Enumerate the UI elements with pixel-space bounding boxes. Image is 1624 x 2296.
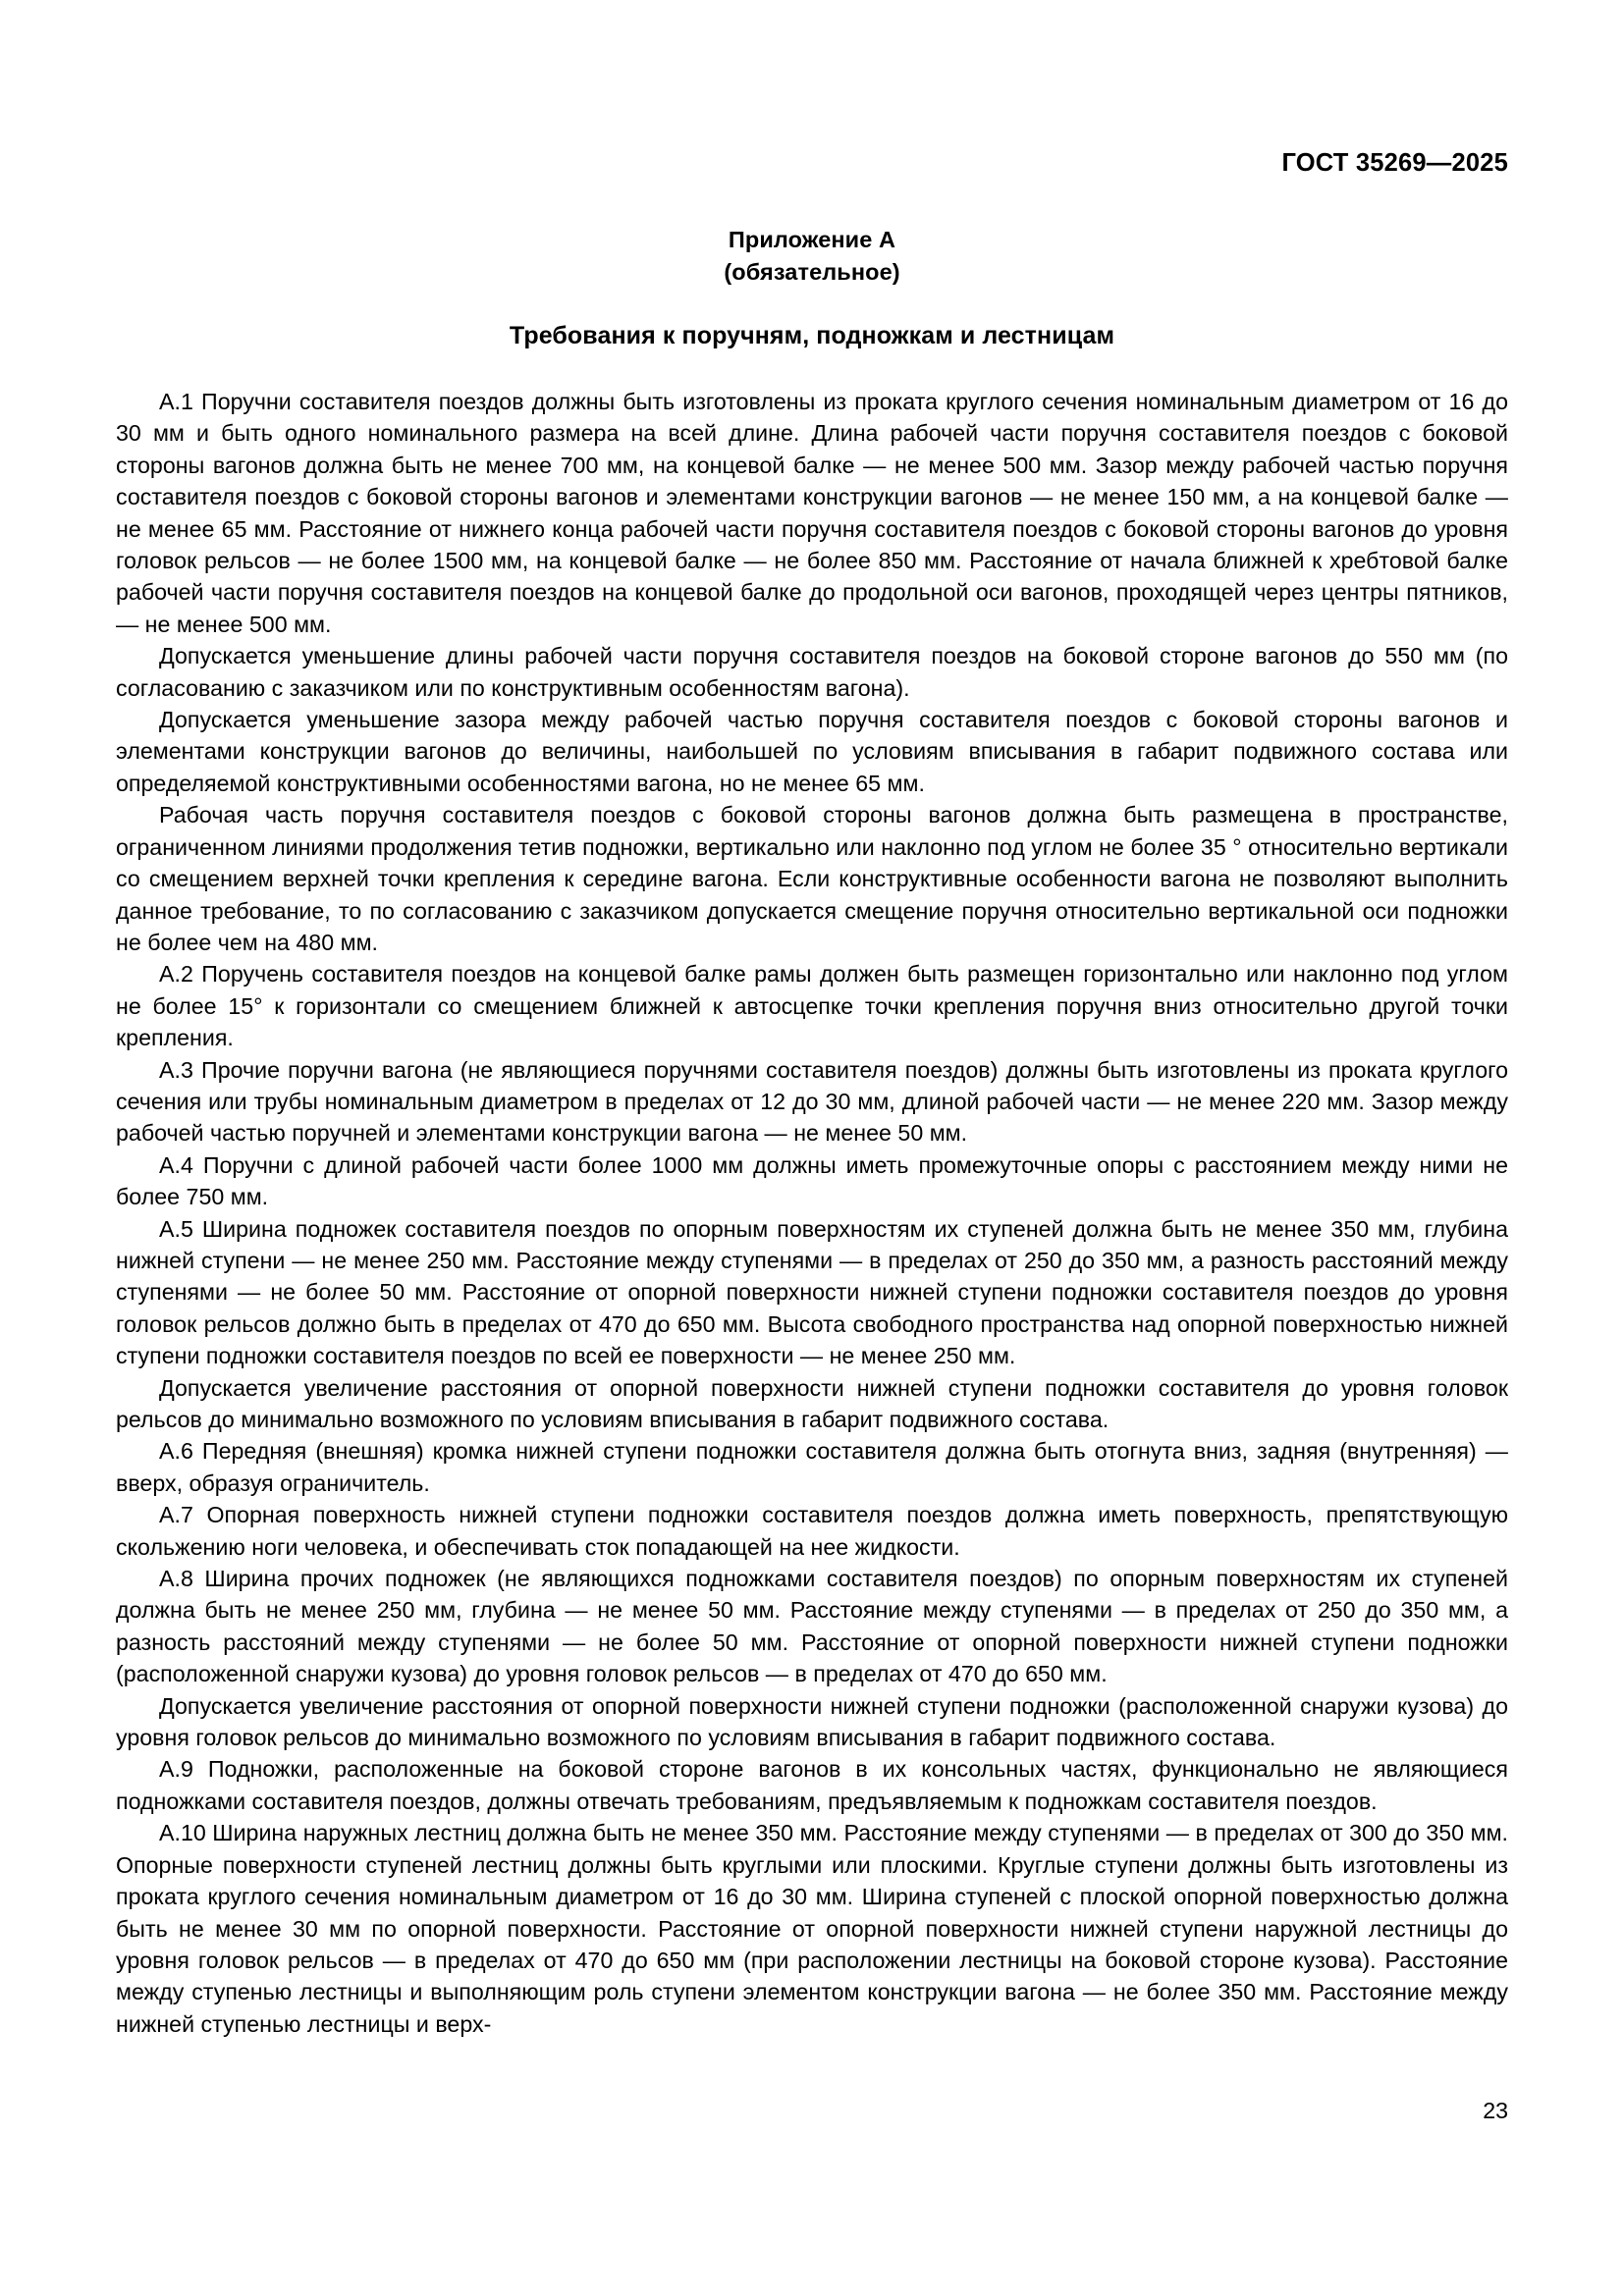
clause-paragraph: А.3 Прочие поручни вагона (не являющиеся поручнями составителя поездов) должны быть изготовлены из проката круглого сечения или трубы номинальным диаметром в пределах от 12 до 30 мм, длиной рабочей части — не менее 220 мм. Зазор между рабочей частью поручней и элементами конструкции вагона — не менее 50 мм.	[116, 1056, 1508, 1147]
page-content	[116, 224, 1508, 2040]
page-header-standard-number: ГОСТ 35269—2025	[1281, 149, 1508, 177]
clause-paragraph: А.8 Ширина прочих подножек (не являющихся подножками составителя поездов) по опорным поверхностям их ступеней должна быть не менее 250 мм, глубина — не менее 50 мм. Расстояние между ступенями — в пределах от 250 до 350 мм, а разность расстояний между ступенями — не более 50 мм. Расстояние от опорной поверхности нижней ступени подножки (расположенной снаружи кузова) до уровня головок рельсов — в пределах от 470 до 650 мм.	[116, 1566, 1508, 1687]
clause-list	[116, 386, 1508, 2040]
clause-paragraph: А.6 Передняя (внешняя) кромка нижней ступени подножки составителя должна быть отогнута вниз, задняя (внутренняя) — вверх, образуя ограничитель.	[116, 1438, 1508, 1496]
clause-paragraph: А.1 Поручни составителя поездов должны быть изготовлены из проката круглого сечения номинальным диаметром от 16 до 30 мм и быть одного номинального размера на всей длине. Длина рабочей части поручня составителя поездов с боковой стороны вагонов должна быть не менее 700 мм, на концевой балке — не менее 500 мм. Зазор между рабочей частью поручня составителя поездов с боковой стороны вагонов и элементами конструкции вагонов — не менее 150 мм, а на концевой балке — не менее 65 мм. Расстояние от нижнего конца рабочей части поручня составителя поездов с боковой стороны вагонов до уровня головок рельсов — не более 1500 мм, на концевой балке — не более 850 мм. Расстояние от начала ближней к хребтовой балке рабочей части поручня составителя поездов на концевой балке до продольной оси вагонов, проходящей через центры пятников, — не менее 500 мм.	[116, 389, 1508, 637]
clause-paragraph: А.9 Подножки, расположенные на боковой стороне вагонов в их консольных частях, функционально не являющиеся подножками составителя поездов, должны отвечать требованиям, предъявляемым к подножкам составителя поездов.	[116, 1756, 1508, 1814]
clause-paragraph: А.2 Поручень составителя поездов на концевой балке рамы должен быть размещен горизонтально или наклонно под углом не более 15° к горизонтали со смещением ближней к автосцепке точки крепления поручня вниз относительно другой точки крепления.	[116, 961, 1508, 1051]
clause-paragraph: Допускается увеличение расстояния от опорной поверхности нижней ступени подножки составителя до уровня головок рельсов до минимально возможного по условиям вписывания в габарит подвижного состава.	[116, 1374, 1508, 1432]
annex-label: Приложение А	[728, 227, 896, 252]
clause-paragraph: А.4 Поручни с длиной рабочей части более 1000 мм должны иметь промежуточные опоры с расстоянием между ними не более 750 мм.	[116, 1151, 1508, 1210]
clause-paragraph: Допускается уменьшение длины рабочей части поручня составителя поездов на боковой стороне вагонов до 550 мм (по согласованию с заказчиком или по конструктивным особенностям вагона).	[116, 643, 1508, 701]
clause-paragraph: А.10 Ширина наружных лестниц должна быть не менее 350 мм. Расстояние между ступенями — в пределах от 300 до 350 мм. Опорные поверхности ступеней лестниц должны быть круглыми или плоскими. Круглые ступени должны быть изготовлены из проката круглого сечения номинальным диаметром от 16 до 30 мм. Ширина ступеней с плоской опорной поверхностью должна быть не менее 30 мм по опорной поверхности. Расстояние от опорной поверхности нижней ступени наружной лестницы до уровня головок рельсов — в пределах от 470 до 650 мм (при расположении лестницы на боковой стороне кузова). Расстояние между ступенью лестницы и выполняющим роль ступени элементом конструкции вагона — не более 350 мм. Расстояние между нижней ступенью лестницы и верх-	[116, 1820, 1508, 2037]
clause-paragraph: А.5 Ширина подножек составителя поездов по опорным поверхностям их ступеней должна быть не менее 350 мм, глубина нижней ступени — не менее 250 мм. Расстояние между ступенями — в пределах от 250 до 350 мм, а разность расстояний между ступенями — не более 50 мм. Расстояние от опорной поверхности нижней ступени подножки составителя поездов до уровня головок рельсов должно быть в пределах от 470 до 650 мм. Высота свободного пространства над опорной поверхностью нижней ступени подножки составителя поездов по всей ее поверхности — не менее 250 мм.	[116, 1215, 1508, 1369]
clause-paragraph: Допускается увеличение расстояния от опорной поверхности нижней ступени подножки (расположенной снаружи кузова) до уровня головок рельсов до минимально возможного по условиям вписывания в габарит подвижного состава.	[116, 1692, 1508, 1751]
annex-status: (обязательное)	[724, 259, 900, 285]
clause-paragraph: Рабочая часть поручня составителя поездов с боковой стороны вагонов должна быть размещена в пространстве, ограниченном линиями продолжения тетив подножки, вертикально или наклонно под углом не более 35 ° относительно вертикали со смещением верхней точки крепления к середине вагона. Если конструктивные особенности вагона не позволяют выполнить данное требование, то по согласованию с заказчиком допускается смещение поручня относительно вертикальной оси подножки не более чем на 480 мм.	[116, 802, 1508, 955]
clause-paragraph: А.7 Опорная поверхность нижней ступени подножки составителя поездов должна иметь поверхность, препятствующую скольжению ноги человека, и обеспечивать сток попадающей на нее жидкости.	[116, 1502, 1508, 1560]
clause-paragraph: Допускается уменьшение зазора между рабочей частью поручня составителя поездов с боковой стороны вагонов и элементами конструкции вагонов до величины, наибольшей по условиям вписывания в габарит подвижного состава или определяемой конструктивными особенностями вагона, но не менее 65 мм.	[116, 707, 1508, 796]
annex-title: Требования к поручням, подножкам и лестницам	[509, 322, 1115, 349]
page-number: 23	[1483, 2098, 1508, 2123]
